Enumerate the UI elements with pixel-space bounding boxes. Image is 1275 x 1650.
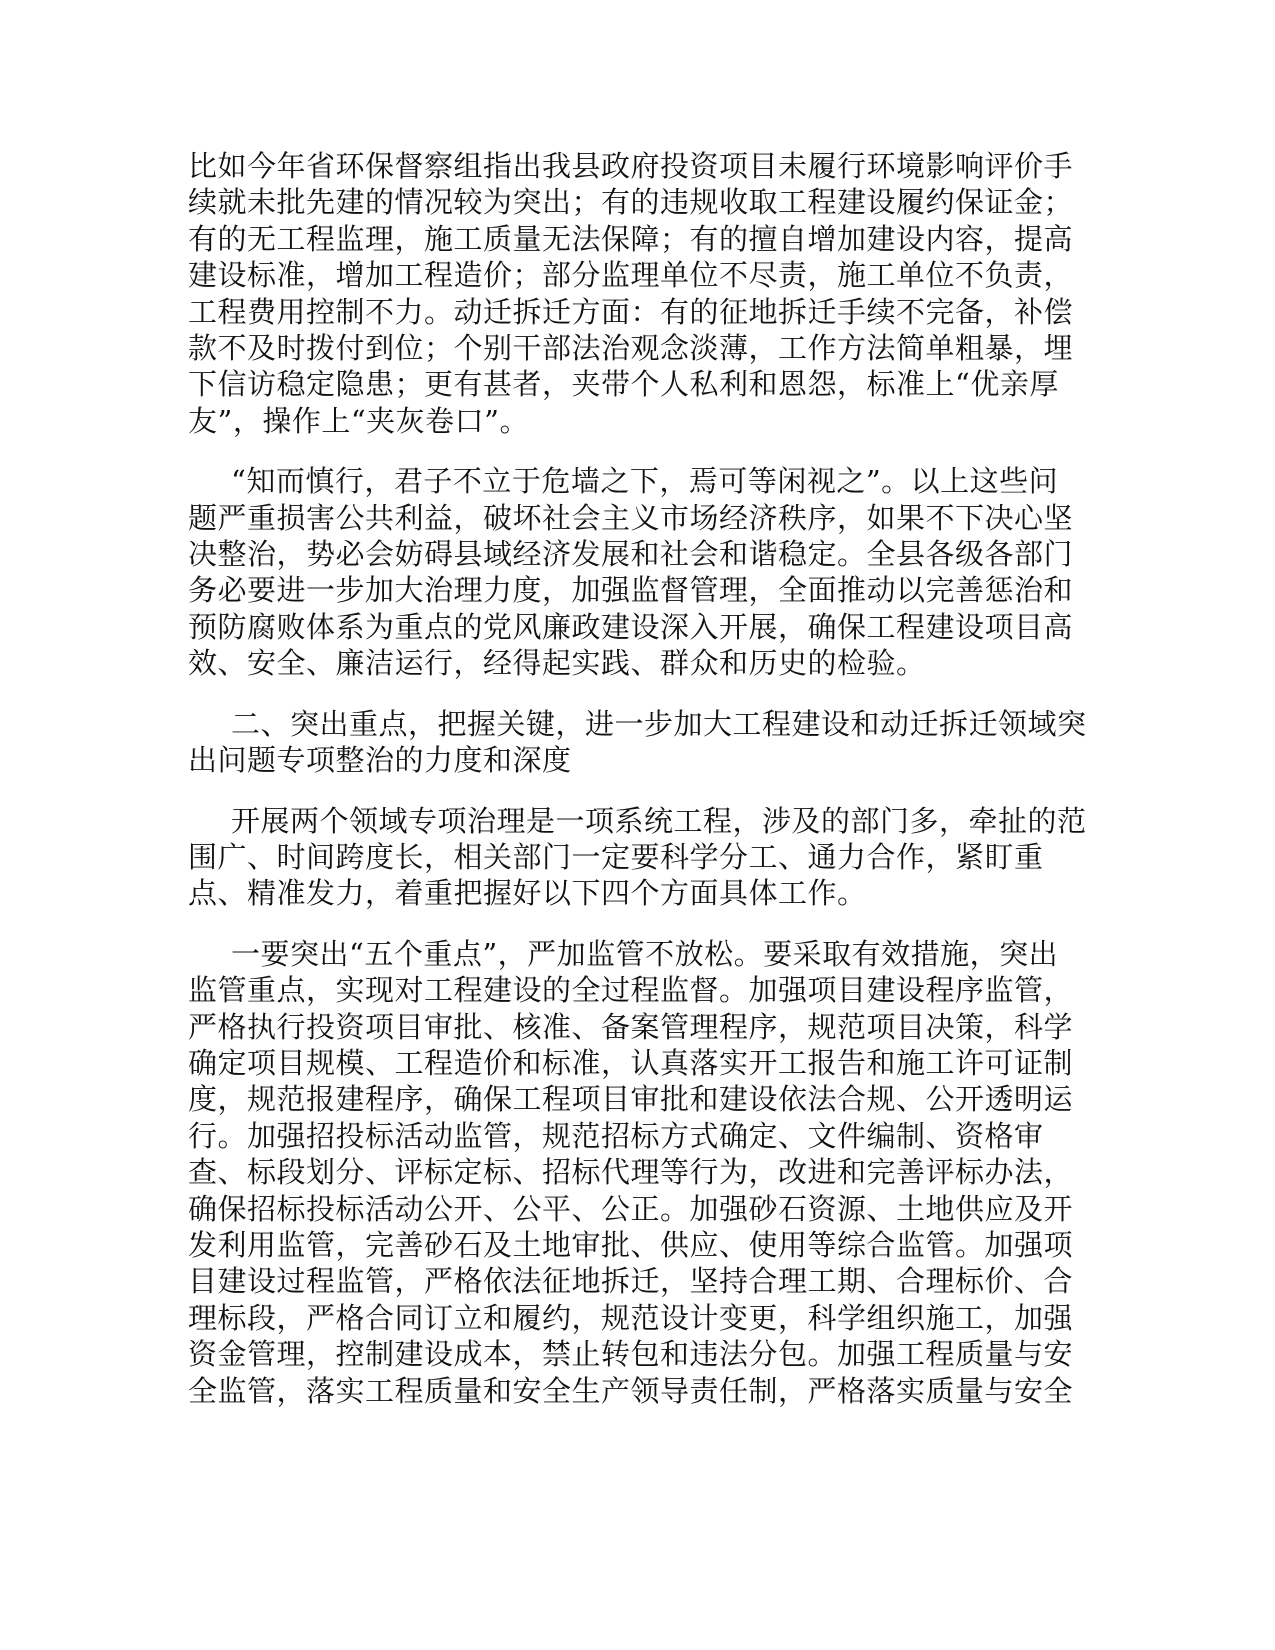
- document-body: [188, 148, 1087, 1433]
- paragraph-five-focus: [188, 936, 1074, 1409]
- text-line: 友”，操作上“夹灰卷口”。: [188, 403, 529, 438]
- text-line: 效、安全、廉洁运行，经得起实践、群众和历史的检验。: [188, 646, 926, 681]
- text-line: 建设标准，增加工程造价；部分监理单位不尽责，施工单位不负责，: [188, 258, 1074, 293]
- text-line: 点、精准发力，着重把握好以下四个方面具体工作。: [188, 876, 867, 911]
- paragraph-quote: [188, 463, 1074, 681]
- text-line: 工程费用控制不力。动迁拆迁方面：有的征地拆迁手续不完备，补偿: [188, 294, 1074, 329]
- text-line: 行。加强招投标活动监管，规范招标方式确定、文件编制、资格审: [188, 1118, 1044, 1153]
- text-line: 预防腐败体系为重点的党风廉政建设深入开展，确保工程建设项目高: [188, 609, 1074, 644]
- text-line: 有的无工程监理，施工质量无法保障；有的擅自增加建设内容，提高: [188, 221, 1074, 256]
- text-line: 发利用监管，完善砂石及土地审批、供应、使用等综合监管。加强项: [188, 1227, 1074, 1262]
- text-line: 款不及时拨付到位；个别干部法治观念淡薄，工作方法简单粗暴，埋: [188, 331, 1074, 366]
- text-line: 度，规范报建程序，确保工程项目审批和建设依法合规、公开透明运: [188, 1082, 1074, 1117]
- text-line: 理标段，严格合同订立和履约，规范设计变更，科学组织施工，加强: [188, 1300, 1074, 1335]
- text-line: 资金管理，控制建设成本，禁止转包和违法分包。加强工程质量与安: [188, 1337, 1074, 1372]
- text-line: 续就未批先建的情况较为突出；有的违规收取工程建设履约保证金；: [188, 185, 1074, 220]
- text-line: 题严重损害公共利益，破坏社会主义市场经济秩序，如果不下决心坚: [188, 500, 1074, 535]
- text-line: 比如今年省环保督察组指出我县政府投资项目未履行环境影响评价手: [188, 149, 1074, 183]
- text-line: 确定项目规模、工程造价和标准，认真落实开工报告和施工许可证制: [188, 1045, 1074, 1080]
- text-line: 决整治，势必会妨碍县域经济发展和社会和谐稳定。全县各级各部门: [188, 537, 1074, 572]
- heading-line: 出问题专项整治的力度和深度: [188, 743, 572, 778]
- text-line: 监管重点，实现对工程建设的全过程监督。加强项目建设程序监管，: [188, 973, 1074, 1008]
- paragraph-problems: [188, 148, 1074, 439]
- section-heading: [188, 706, 1087, 779]
- text-line: 围广、时间跨度长，相关部门一定要科学分工、通力合作，紧盯重: [188, 839, 1044, 874]
- text-line: 查、标段划分、评标定标、招标代理等行为，改进和完善评标办法，: [188, 1155, 1074, 1190]
- text-line: 下信访稳定隐患；更有甚者，夹带个人私利和恩怨，标准上“优亲厚: [188, 367, 1059, 402]
- heading-line: 二、突出重点，把握关键，进一步加大工程建设和动迁拆迁领域突: [231, 706, 1087, 741]
- text-line: 目建设过程监管，严格依法征地拆迁，坚持合理工期、合理标价、合: [188, 1264, 1074, 1299]
- text-line: 务必要进一步加大治理力度，加强监督管理，全面推动以完善惩治和: [188, 573, 1074, 608]
- text-line: 严格执行投资项目审批、核准、备案管理程序，规范项目决策，科学: [188, 1009, 1074, 1044]
- text-line: 一要突出“五个重点”，严加监管不放松。要采取有效措施，突出: [231, 936, 1059, 971]
- text-line: 全监管，落实工程质量和安全生产领导责任制，严格落实质量与安全: [188, 1373, 1074, 1408]
- text-line: “知而慎行，君子不立于危墙之下，焉可等闲视之”。以上这些问: [231, 464, 1059, 499]
- text-line: 开展两个领域专项治理是一项系统工程，涉及的部门多，牵扯的范: [231, 803, 1087, 838]
- text-line: 确保招标投标活动公开、公平、公正。加强砂石资源、土地供应及开: [188, 1191, 1074, 1226]
- paragraph-intro: [188, 803, 1087, 912]
